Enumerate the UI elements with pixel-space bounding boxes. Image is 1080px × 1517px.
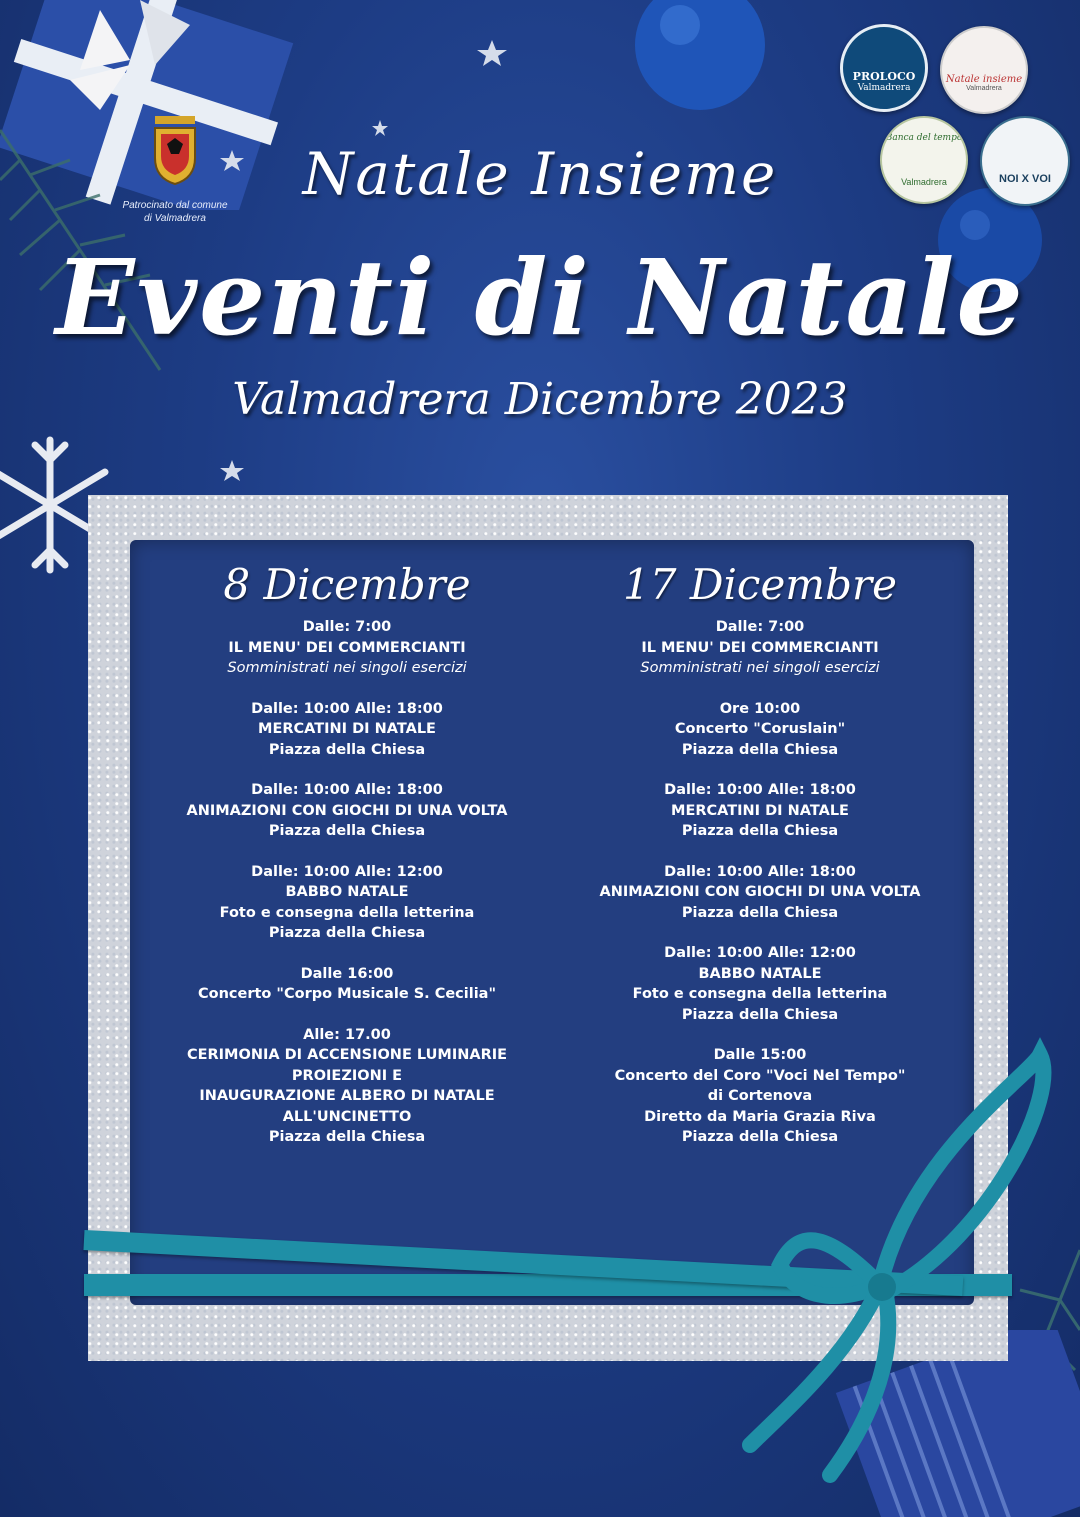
title-eventi-di-natale: Eventi di Natale bbox=[55, 236, 1025, 359]
event-detail: Piazza della Chiesa bbox=[268, 925, 426, 941]
event-time: Dalle: 10:00 Alle: 18:00 bbox=[664, 863, 856, 880]
event-name: BABBO NATALE bbox=[285, 884, 409, 900]
proloco-logo-text1: PROLOCO bbox=[852, 69, 916, 83]
natale-logo-text2: Valmadrera bbox=[966, 85, 1002, 92]
event-name: ANIMAZIONI CON GIOCHI DI UNA VOLTA bbox=[186, 802, 508, 819]
event-name: BABBO NATALE bbox=[698, 965, 822, 982]
event-item bbox=[560, 780, 960, 842]
event-item bbox=[560, 617, 960, 679]
event-name: MERCATINI DI NATALE bbox=[258, 721, 436, 737]
event-item bbox=[147, 780, 547, 842]
title-natale-insieme: Natale Insieme bbox=[302, 140, 778, 208]
event-time: Alle: 17.00 bbox=[303, 1026, 391, 1043]
event-detail: Piazza della Chiesa bbox=[268, 741, 426, 758]
event-name: Concerto del Coro "Voci Nel Tempo" bbox=[614, 1067, 906, 1084]
patronage-line2: di Valmadrera bbox=[144, 213, 206, 224]
event-item bbox=[560, 699, 960, 761]
banca-logo-text2: Valmadrera bbox=[901, 177, 947, 187]
event-detail: Diretto da Maria Grazia Riva bbox=[644, 1108, 876, 1125]
event-time: Dalle 15:00 bbox=[713, 1047, 807, 1063]
natale-logo-text1: Natale insieme bbox=[945, 74, 1023, 85]
event-name: MERCATINI DI NATALE bbox=[671, 802, 849, 819]
banca-logo-text1: Banca del tempo bbox=[885, 133, 963, 143]
event-name: Concerto "Corpo Musicale S. Cecilia" bbox=[197, 986, 497, 1002]
event-item bbox=[560, 862, 960, 924]
event-detail: Piazza della Chiesa bbox=[268, 823, 426, 839]
event-time: Dalle: 10:00 Alle: 12:00 bbox=[251, 863, 443, 880]
ribbon-bow-icon bbox=[740, 1035, 1070, 1485]
event-time: Dalle: 10:00 Alle: 12:00 bbox=[664, 945, 856, 961]
event-detail: Foto e consegna della letterina bbox=[632, 986, 888, 1002]
event-detail: Piazza della Chiesa bbox=[681, 904, 839, 921]
natale-insieme-logo bbox=[940, 26, 1028, 114]
event-item bbox=[147, 699, 547, 761]
event-time: Dalle 16:00 bbox=[300, 965, 394, 982]
event-detail: Piazza della Chiesa bbox=[268, 1129, 426, 1145]
event-name: CERIMONIA DI ACCENSIONE LUMINARIE PROIEZIONI E bbox=[186, 1047, 508, 1084]
event-time: Dalle: 10:00 Alle: 18:00 bbox=[251, 700, 443, 717]
title-valmadrera-dicembre: Valmadrera Dicembre 2023 bbox=[232, 374, 848, 425]
event-detail: Foto e consegna della letterina bbox=[219, 904, 475, 921]
event-item bbox=[147, 617, 547, 679]
event-detail: Somministrati nei singoli esercizi bbox=[640, 660, 880, 676]
patronage-line1: Patrocinato dal comune bbox=[122, 200, 228, 211]
event-detail: INAUGURAZIONE ALBERO DI NATALE ALL'UNCINETTO bbox=[199, 1088, 495, 1125]
event-detail: Piazza della Chiesa bbox=[681, 1006, 839, 1023]
event-detail: Piazza della Chiesa bbox=[681, 823, 839, 839]
event-name: IL MENU' DEI COMMERCIANTI bbox=[228, 639, 466, 656]
event-detail: Piazza della Chiesa bbox=[681, 1129, 839, 1145]
event-item bbox=[147, 862, 547, 944]
event-detail: Piazza della Chiesa bbox=[681, 741, 839, 758]
event-time: Ore 10:00 bbox=[719, 700, 801, 717]
event-time: Dalle: 10:00 Alle: 18:00 bbox=[664, 782, 856, 798]
column-8-dicembre bbox=[147, 560, 547, 1168]
event-time: Dalle: 7:00 bbox=[302, 619, 392, 635]
event-item bbox=[147, 1025, 547, 1148]
column-title: 8 Dicembre bbox=[223, 560, 471, 609]
column-title: 17 Dicembre bbox=[623, 560, 897, 609]
proloco-logo bbox=[840, 24, 928, 112]
event-name: IL MENU' DEI COMMERCIANTI bbox=[641, 639, 879, 656]
noi-logo-text1: NOI X VOI bbox=[999, 173, 1051, 185]
event-detail: di Cortenova bbox=[707, 1088, 813, 1104]
event-detail: Somministrati nei singoli esercizi bbox=[227, 660, 467, 676]
event-name: Concerto "Coruslain" bbox=[674, 721, 846, 737]
event-item bbox=[147, 964, 547, 1005]
event-time: Dalle: 7:00 bbox=[715, 619, 805, 635]
event-name: ANIMAZIONI CON GIOCHI DI UNA VOLTA bbox=[599, 884, 921, 900]
event-time: Dalle: 10:00 Alle: 18:00 bbox=[251, 782, 443, 798]
event-item bbox=[560, 943, 960, 1025]
proloco-logo-text2: Valmadrera bbox=[857, 82, 911, 93]
